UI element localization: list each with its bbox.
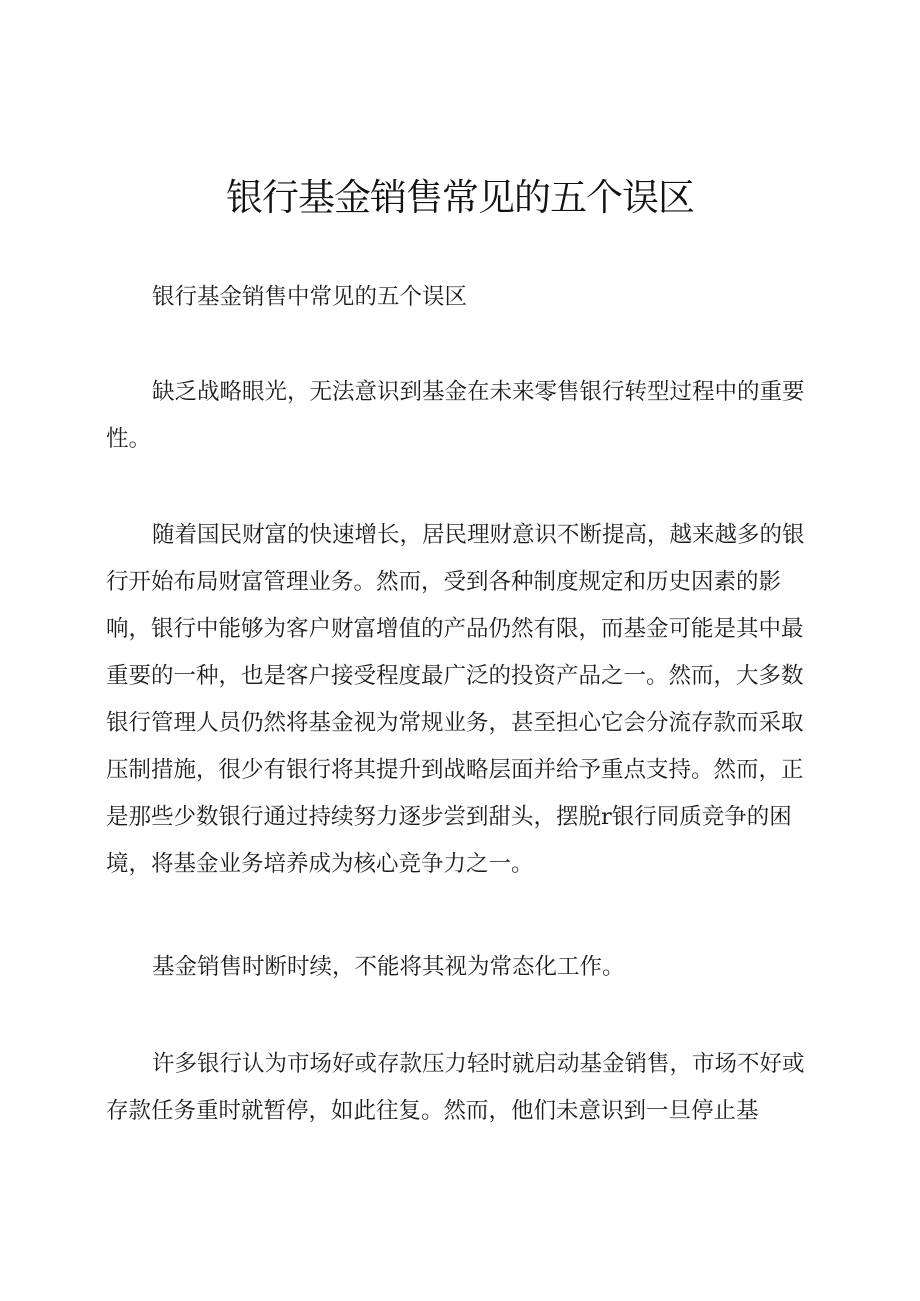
- paragraph-misconception-1-body: 随着国民财富的快速增长，居民理财意识不断提高，越来越多的银行开始布局财富管理业务。然而，受到各种制度规定和历史因素的影响，银行中能够为客户财富增值的产品仍然有限，而基金可能是其中最重要的一种，也是客户接受程度最广泛的投资产品之一。然而，大多数银行管理人员仍然将基金视为常规业务，甚至担心它会分流存款而采取压制措施，很少有银行将其提升到战略层面并给予重点支持。然而，正是那些少数银行通过持续努力逐步尝到甜头，摆脱r银行同质竞争的困境，将基金业务培养成为核心竞争力之一。: [106, 522, 805, 877]
- paragraph-misconception-1-heading: 缺乏战略眼光，无法意识到基金在未来零售银行转型过程中的重要性。: [106, 379, 805, 452]
- paragraph-misconception-2-heading: 基金销售时断时续，不能将其视为常态化工作。: [152, 954, 625, 980]
- document-title: 银行基金销售常见的五个误区: [226, 176, 694, 219]
- paragraph-misconception-2-body: 许多银行认为市场好或存款压力轻时就启动基金销售，市场不好或存款任务重时就暂停，如此往复。然而，他们未意识到一旦停止基: [106, 1051, 805, 1124]
- paragraph-subtitle: 银行基金销售中常见的五个误区: [152, 284, 468, 310]
